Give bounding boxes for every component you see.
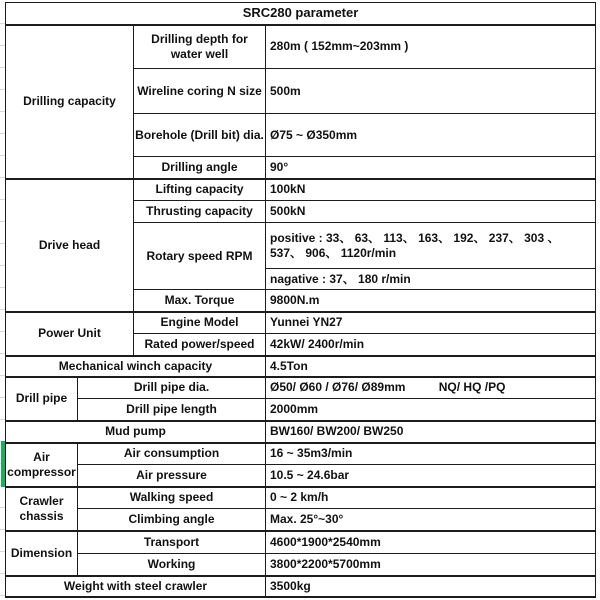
group-cell-crawler-chassis: Crawler chassis [6,487,78,531]
group-cell-air-compressor: Air compressor [6,443,78,487]
param-cell-engine-model: Engine Model [134,312,266,334]
value-cell-transport: 4600*1900*2540mm [266,531,596,554]
value-cell-thrusting-capacity: 500kN [266,201,596,223]
value-cell-drill-pipe-dia: Ø50/ Ø60 / Ø76/ Ø89mm NQ/ HQ /PQ [266,377,596,399]
value-cell-drilling-angle: 90° [266,157,596,179]
table-row [6,443,596,465]
group-cell-dimension: Dimension [6,531,78,576]
table-title: SRC280 parameter [6,3,596,25]
value-cell-borehole-dia: Ø75 ~ Ø350mm [266,114,596,157]
param-cell-transport: Transport [78,531,266,554]
table-row [6,576,596,597]
value-cell-drilling-depth: 280m ( 152mm~203mm ) [266,25,596,69]
table-row [6,531,596,554]
param-cell-lifting-capacity: Lifting capacity [134,179,266,201]
table-row [6,399,596,421]
value-cell-mud-pump: BW160/ BW200/ BW250 [266,421,596,443]
value-cell-working: 3800*2200*5700mm [266,554,596,576]
table-row [6,509,596,531]
group-cell-power-unit: Power Unit [6,312,134,356]
table-row [6,465,596,487]
param-cell-mud-pump: Mud pump [6,421,266,443]
group-cell-drilling-capacity: Drilling capacity [6,25,134,179]
param-cell-borehole-dia: Borehole (Drill bit) dia. [134,114,266,157]
value-cell-lifting-capacity: 100kN [266,179,596,201]
table-row [6,421,596,443]
parameter-table [5,2,596,598]
param-cell-air-consumption: Air consumption [78,443,266,465]
value-cell-winch-capacity: 4.5Ton [266,356,596,377]
value-cell-wireline-coring: 500m [266,69,596,114]
param-cell-winch-capacity: Mechanical winch capacity [6,356,266,377]
value-cell-rated-power: 42kW/ 2400r/min [266,334,596,356]
table-row [6,25,596,69]
value-cell-climbing-angle: Max. 25°~30° [266,509,596,531]
value-cell-weight: 3500kg [266,576,596,597]
param-cell-climbing-angle: Climbing angle [78,509,266,531]
table-row [6,179,596,201]
param-cell-weight: Weight with steel crawler [6,576,266,597]
value-cell-drill-pipe-length: 2000mm [266,399,596,421]
table-row [6,3,596,25]
table-row [6,554,596,576]
param-cell-drill-pipe-dia: Drill pipe dia. [78,377,266,399]
value-cell-rotary-positive: positive : 33、 63、 113、 163、 192、 237、 303 、 537、 906、 1120r/min [266,223,596,269]
table-row [6,356,596,377]
param-cell-rotary-speed: Rotary speed RPM [134,223,266,290]
value-cell-rotary-negative: nagative : 37、 180 r/min [266,269,596,290]
table-row [6,312,596,334]
value-cell-air-pressure: 10.5 ~ 24.6bar [266,465,596,487]
param-cell-working: Working [78,554,266,576]
value-cell-engine-model: Yunnei YN27 [266,312,596,334]
table-row [6,487,596,509]
param-cell-drill-pipe-length: Drill pipe length [78,399,266,421]
param-cell-max-torque: Max. Torque [134,290,266,312]
param-cell-air-pressure: Air pressure [78,465,266,487]
param-cell-rated-power: Rated power/speed [134,334,266,356]
group-cell-drive-head: Drive head [6,179,134,312]
param-cell-thrusting-capacity: Thrusting capacity [134,201,266,223]
param-cell-walking-speed: Walking speed [78,487,266,509]
value-cell-walking-speed: 0 ~ 2 km/h [266,487,596,509]
group-cell-drill-pipe: Drill pipe [6,377,78,421]
param-cell-wireline-coring: Wireline coring N size [134,69,266,114]
table-row [6,377,596,399]
value-cell-max-torque: 9800N.m [266,290,596,312]
param-cell-drilling-angle: Drilling angle [134,157,266,179]
value-cell-air-consumption: 16 ~ 35m3/min [266,443,596,465]
param-cell-drilling-depth: Drilling depth for water well [134,25,266,69]
